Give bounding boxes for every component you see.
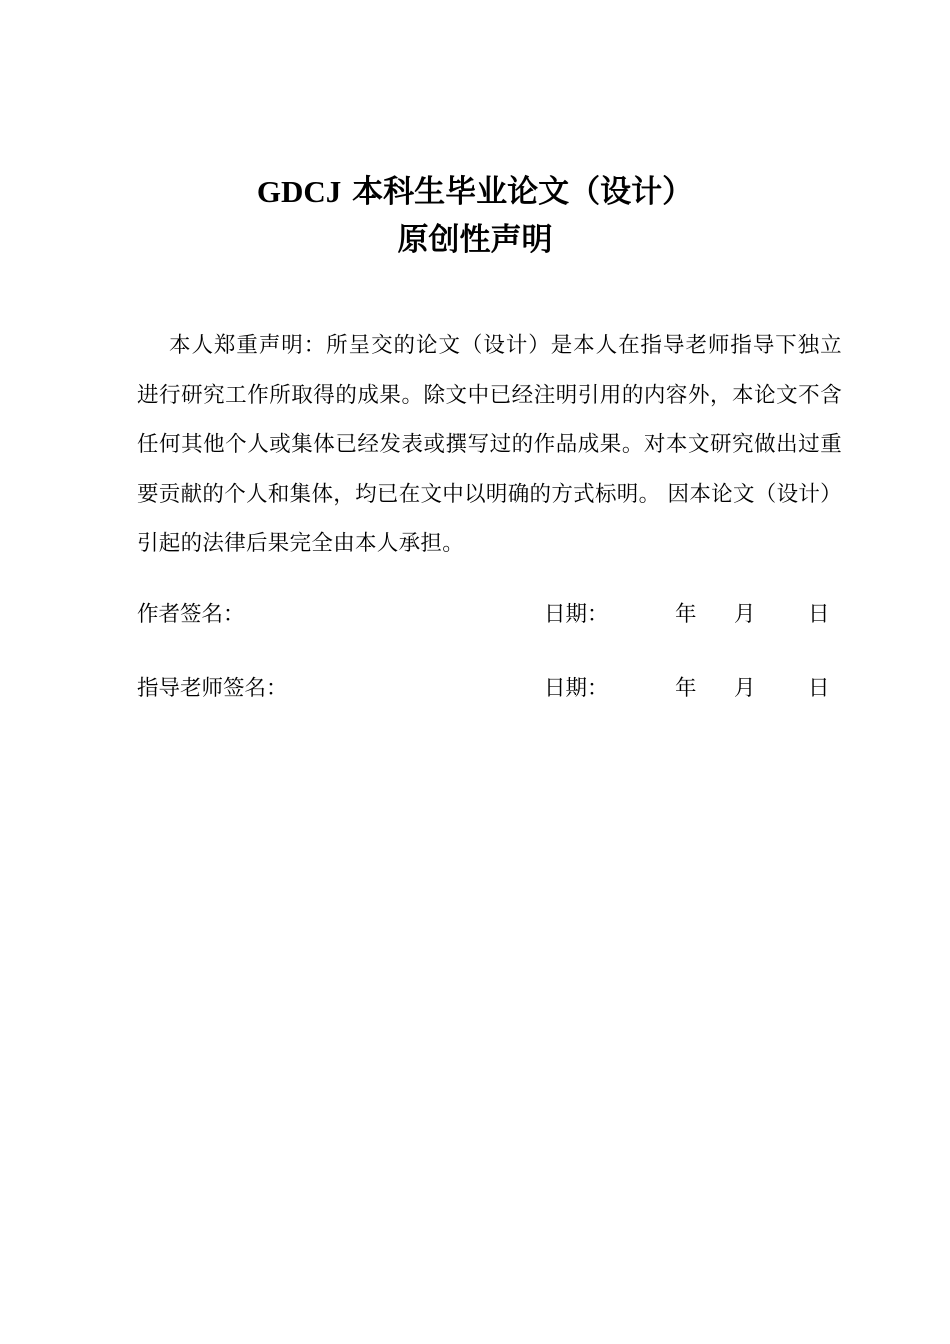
title-latin: GDCJ [256, 174, 342, 209]
author-signature-label: 作者签名： [137, 602, 245, 627]
advisor-year-label: 年 [675, 676, 697, 701]
title-line-1 [0, 168, 950, 216]
title-cjk: 本科生毕业论文（设计） [352, 174, 694, 210]
document-title [0, 168, 950, 264]
declaration-paragraph: 本人郑重声明：所呈交的论文（设计）是本人在指导老师指导下独立进行研究工作所取得的成果。除文中已经注明引用的内容外，本论文不含任何其他个人或集体已经发表或撰写过的作品成果。对本文研究做出过重要贡献的个人和集体，均已在文中以明确的方式标明。 因本论文（设计）引起的法律后果完全由本人承担。 [137, 333, 842, 556]
author-date-label: 日期： [544, 602, 609, 627]
author-year-label: 年 [675, 602, 697, 627]
advisor-month-label: 月 [734, 676, 756, 701]
author-month-label: 月 [734, 602, 756, 627]
advisor-signature-label: 指导老师签名： [137, 676, 288, 701]
advisor-signature-row [137, 669, 842, 709]
advisor-date-label: 日期： [544, 676, 609, 701]
title-line-2: 原创性声明 [397, 222, 553, 258]
advisor-day-label: 日 [808, 676, 830, 701]
author-day-label: 日 [808, 602, 830, 627]
author-signature-row [137, 595, 842, 635]
